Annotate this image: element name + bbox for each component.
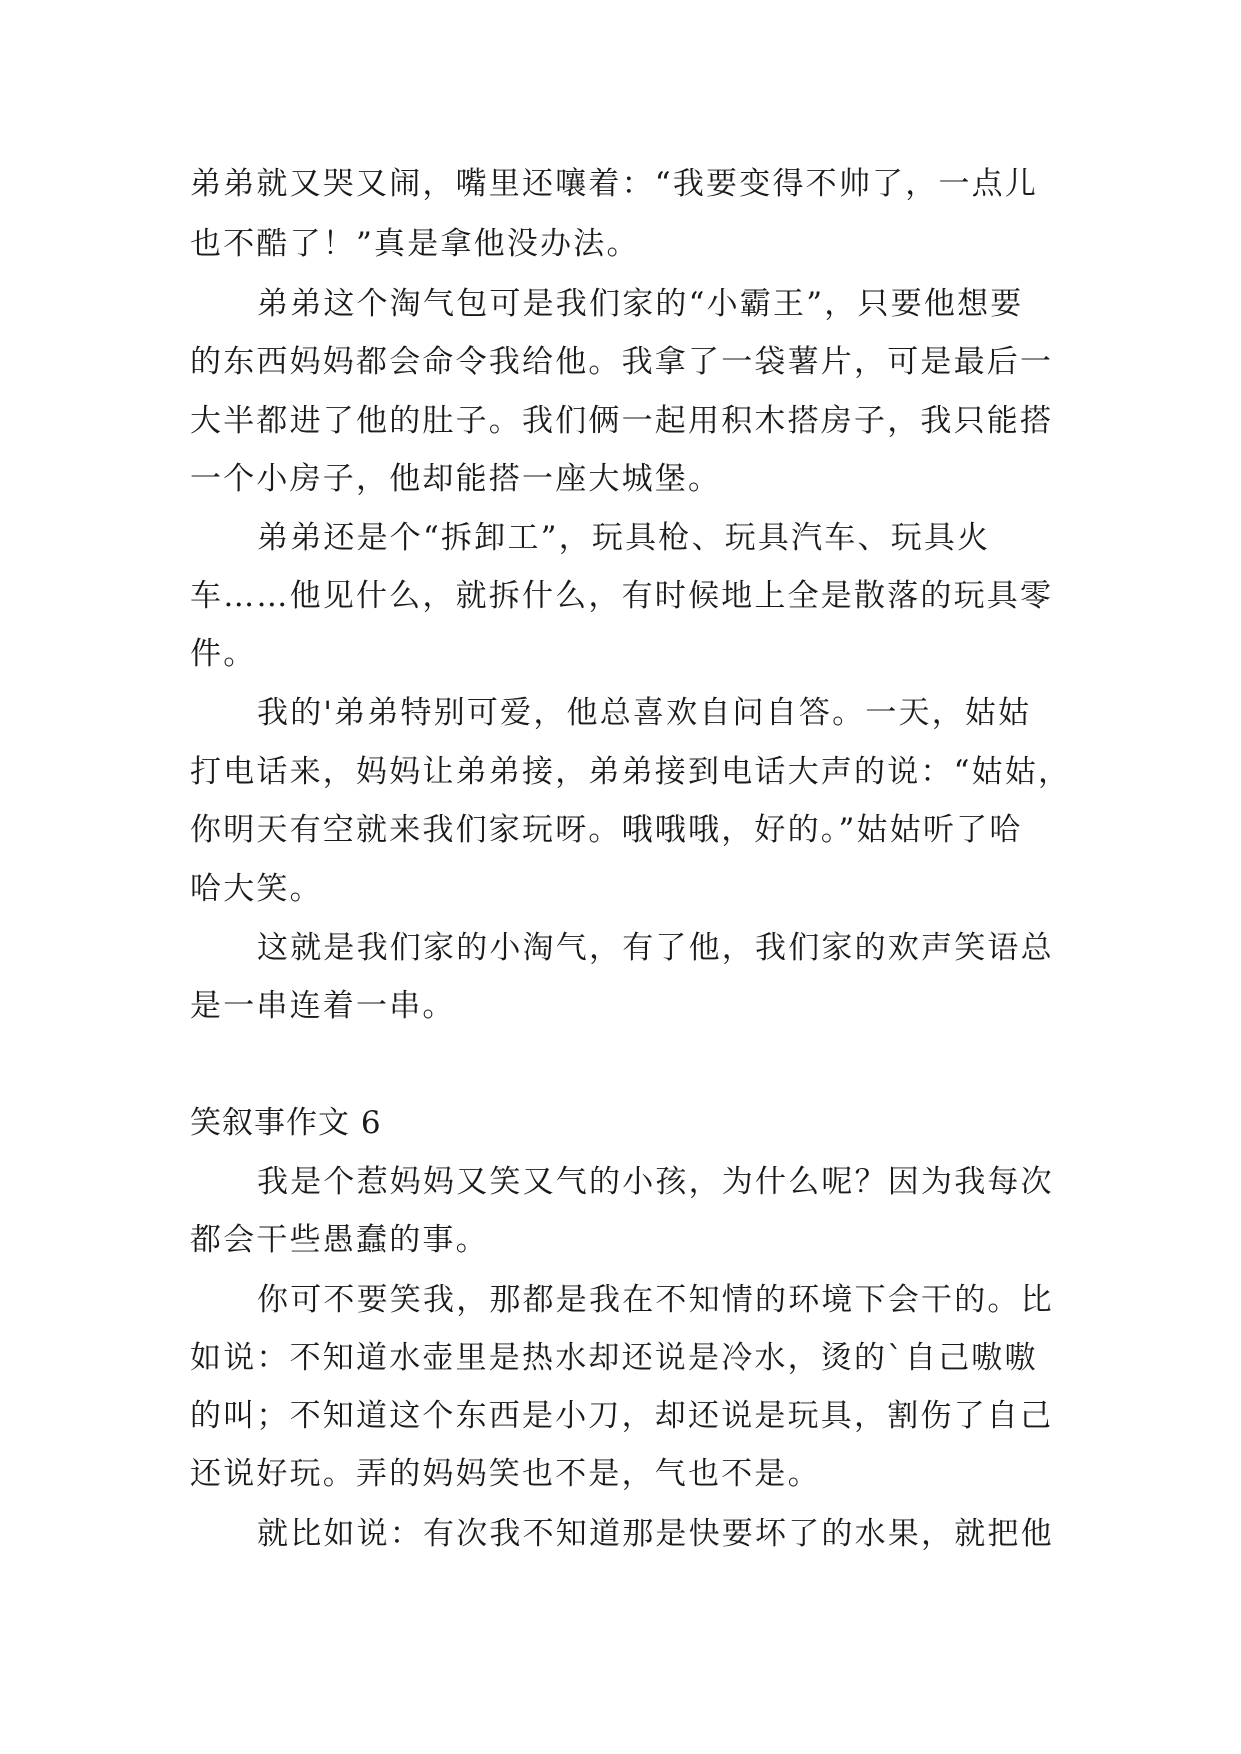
text-line: 也不酷了！”真是拿他没办法。 [190, 226, 640, 262]
text-line: 的东西妈妈都会命令我给他。我拿了一袋薯片，可是最后一 [190, 344, 1054, 380]
text-line: 我是个惹妈妈又笑又气的小孩，为什么呢？因为我每次 [257, 1164, 1054, 1200]
section-heading: 笑叙事作文 6 [190, 1105, 382, 1141]
text-line: 打电话来，妈妈让弟弟接，弟弟接到电话大声的说：“姑姑， [190, 754, 1072, 790]
text-line: 是一串连着一串。 [190, 988, 456, 1024]
text-line: 都会干些愚蠢的事。 [190, 1222, 489, 1258]
text-line: 弟弟就又哭又闹，嘴里还嚷着：“我要变得不帅了，一点儿 [190, 166, 1039, 202]
text-line: 如说：不知道水壶里是热水却还说是冷水，烫的`自己嗷嗷 [190, 1340, 1038, 1376]
text-line: 就比如说：有次我不知道那是快要坏了的水果，就把他 [257, 1516, 1054, 1552]
text-line: 我的'弟弟特别可爱，他总喜欢自问自答。一天，姑姑 [257, 695, 1032, 731]
text-line: 件。 [190, 636, 257, 672]
text-line: 车……他见什么，就拆什么，有时候地上全是散落的玩具零 [190, 578, 1054, 614]
text-line: 哈大笑。 [190, 871, 323, 907]
text-line: 大半都进了他的肚子。我们俩一起用积木搭房子，我只能搭 [190, 403, 1054, 439]
text-line: 弟弟这个淘气包可是我们家的“小霸王”，只要他想要 [257, 286, 1024, 322]
text-line: 这就是我们家的小淘气，有了他，我们家的欢声笑语总 [257, 930, 1054, 966]
text-line: 还说好玩。弄的妈妈笑也不是，气也不是。 [190, 1456, 821, 1492]
text-line: 弟弟还是个“拆卸工”，玩具枪、玩具汽车、玩具火 [257, 520, 991, 556]
text-line: 你明天有空就来我们家玩呀。哦哦哦，好的。”姑姑听了哈 [190, 812, 1023, 848]
text-line: 你可不要笑我，那都是我在不知情的环境下会干的。比 [257, 1282, 1054, 1318]
text-line: 一个小房子，他却能搭一座大城堡。 [190, 461, 722, 497]
text-line: 的叫；不知道这个东西是小刀，却还说是玩具，割伤了自己 [190, 1398, 1054, 1434]
